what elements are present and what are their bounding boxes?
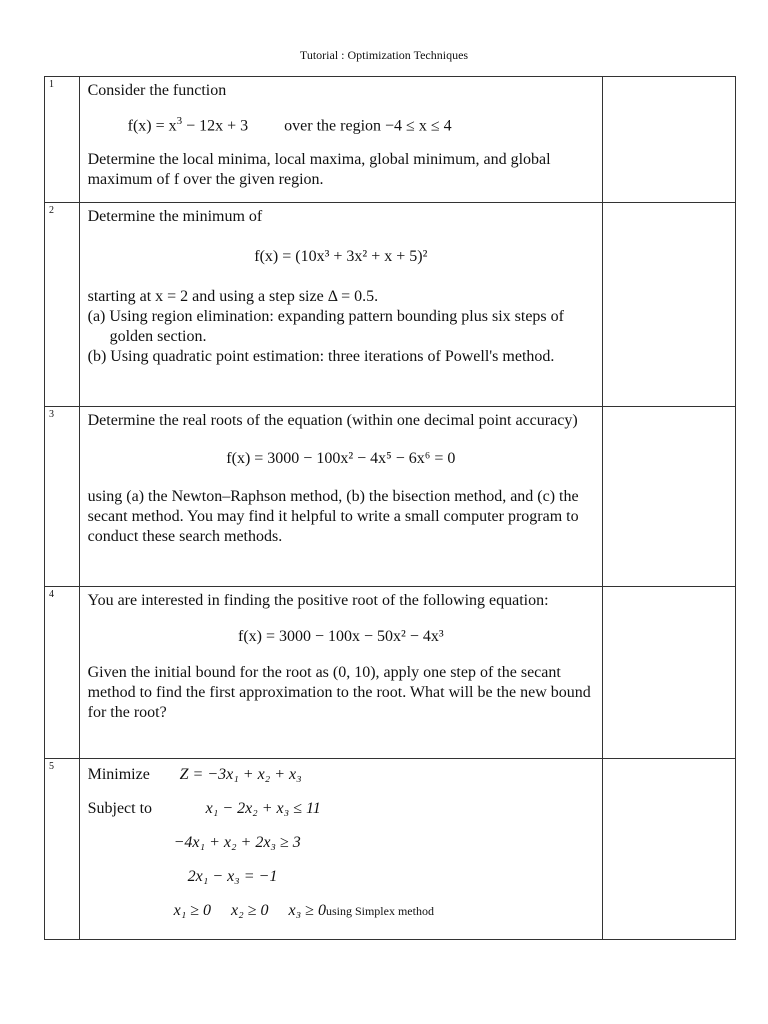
problem-number: 4 [45, 587, 80, 759]
lp-problem [80, 759, 602, 939]
problem-number: 1 [45, 77, 80, 203]
problem-body [79, 759, 602, 940]
problem-number: 5 [45, 759, 80, 940]
constraint-2: −4x₁ + x₂ + 2x₃ ≥ 3 [173, 834, 301, 851]
lp-constraint-row-1 [88, 799, 594, 833]
answer-cell [603, 759, 736, 940]
problem-intro: You are interested in finding the positive root of the following equation: [87, 592, 549, 609]
problem-text: using (a) the Newton–Raphson method, (b) the bisection method, and (c) the secant method. You may find it helpful to write a small computer program to conduct these search methods. [87, 488, 579, 545]
problem-row-4 [45, 587, 736, 759]
tutorial-table [44, 76, 736, 940]
problem-part-a: (a) Using region elimination: expanding pattern bounding plus six steps of golden section. [87, 308, 564, 345]
constraint-1: x₁ − 2x₂ + x₃ ≤ 11 [205, 800, 321, 817]
lp-nonneg-row [88, 901, 594, 935]
answer-cell [603, 587, 736, 759]
problem-part-b: (b) Using quadratic point estimation: three iterations of Powell's method. [87, 348, 555, 365]
problem-body [79, 587, 602, 759]
constraint-3: 2x₁ − x₃ = −1 [187, 868, 278, 885]
problem-number: 3 [45, 407, 80, 587]
problem-text: Given the initial bound for the root as (0, 10), apply one step of the secant method to find the first approximation to the root. What will be the new bound for the root? [87, 664, 591, 721]
problem-start: starting at x = 2 and using a step size Δ = 0.5. [87, 288, 379, 305]
lp-objective-row [88, 765, 594, 799]
problem-body [79, 203, 602, 407]
problem-row-3 [45, 407, 736, 587]
problem-body [79, 407, 602, 587]
answer-cell [603, 407, 736, 587]
problem-intro: Consider the function [87, 82, 227, 99]
problem-row-5 [45, 759, 736, 940]
method-note: using Simplex method [325, 904, 434, 918]
subject-to-label: Subject to [87, 800, 153, 817]
problem-text: Determine the local minima, local maxima, global minimum, and global maximum of f over the given region. [87, 151, 551, 189]
problem-row-1 [45, 77, 736, 203]
problem-intro: Determine the minimum of [87, 208, 263, 225]
problem-number: 2 [45, 203, 80, 407]
page-header: Tutorial : Optimization Techniques [299, 48, 469, 62]
problem-row-2 [45, 203, 736, 407]
lp-constraint-row-3 [88, 867, 594, 901]
problem-intro: Determine the real roots of the equation (within one decimal point accuracy) [87, 412, 578, 429]
answer-cell [603, 203, 736, 407]
problem-equation: f(x) = 3000 − 100x − 50x² − 4x³ [237, 628, 444, 645]
problem-equation: $f(x) = x^3 - 12x + 3$ over the region −4 ≤ x ≤ 4 [127, 115, 452, 135]
problem-body [79, 77, 602, 203]
minimize-label: Minimize [87, 766, 150, 783]
answer-cell [603, 77, 736, 203]
problem-equation: f(x) = (10x³ + 3x² + x + 5)² [254, 248, 428, 265]
problem-equation: f(x) = 3000 − 100x² − 4x⁵ − 6x⁶ = 0 [226, 450, 456, 467]
objective-function: Z = −3x₁ + x₂ + x₃ [179, 766, 302, 783]
nonnegativity: x₁ ≥ 0 x₂ ≥ 0 x₃ ≥ 0 [173, 902, 326, 919]
lp-constraint-row-2 [88, 833, 594, 867]
